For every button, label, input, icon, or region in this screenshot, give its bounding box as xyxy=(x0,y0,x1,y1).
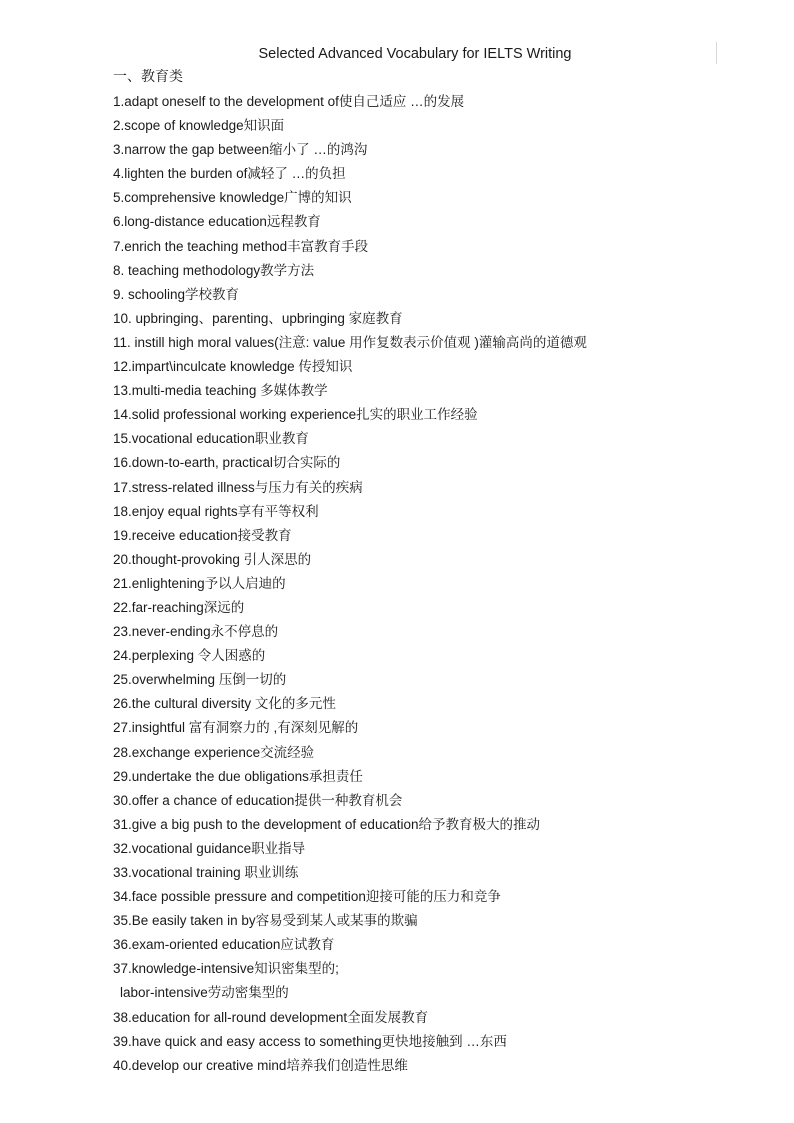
list-item: 39.have quick and easy access to something更快地接触到 …东西 xyxy=(113,1033,507,1049)
list-item: 4.lighten the burden of减轻了 …的负担 xyxy=(113,166,346,182)
list-item: 17.stress-related illness与压力有关的疾病 xyxy=(113,479,363,495)
list-item: 29.undertake the due obligations承担责任 xyxy=(113,768,363,784)
list-item: 28.exchange experience交流经验 xyxy=(113,744,315,760)
document-body xyxy=(113,66,773,1078)
list-item: 14.solid professional working experience扎实的职业工作经验 xyxy=(113,407,478,423)
list-item: 31.give a big push to the development of education给予教育极大的推动 xyxy=(113,816,540,832)
list-item: 37.knowledge-intensive知识密集型的; xyxy=(113,961,339,977)
page-title: Selected Advanced Vocabulary for IELTS Writing xyxy=(258,46,572,62)
list-item: 5.comprehensive knowledge广博的知识 xyxy=(113,190,352,206)
list-item: 22.far-reaching深远的 xyxy=(113,599,245,615)
list-item: 7.enrich the teaching method丰富教育手段 xyxy=(113,238,369,254)
list-item: 1.adapt oneself to the development of使自己适应 …的发展 xyxy=(113,94,465,109)
list-item: 26.the cultural diversity 文化的多元性 xyxy=(113,696,336,712)
list-item: 12.impart\inculcate knowledge 传授知识 xyxy=(113,359,353,375)
list-item: 33.vocational training 职业训练 xyxy=(113,865,299,880)
list-item-continuation: labor-intensive劳动密集型的 xyxy=(120,985,289,1001)
list-item: 9. schooling学校教育 xyxy=(113,286,240,302)
list-item: 38.education for all-round development全面发展教育 xyxy=(113,1009,429,1025)
list-item: 8. teaching methodology教学方法 xyxy=(113,262,315,278)
list-item: 24.perplexing 令人困惑的 xyxy=(113,648,266,664)
list-item: 6.long-distance education远程教育 xyxy=(113,214,321,230)
section-heading: 一、教育类 xyxy=(113,68,183,84)
list-item: 34.face possible pressure and competition迎接可能的压力和竞争 xyxy=(113,889,501,905)
list-item: 2.scope of knowledge知识面 xyxy=(113,118,285,134)
list-item: 35.Be easily taken in by容易受到某人或某事的欺骗 xyxy=(113,913,418,929)
margin-rule xyxy=(716,42,717,64)
list-item: 36.exam-oriented education应试教育 xyxy=(113,937,335,953)
list-item: 11. instill high moral values(注意: value 用作复数表示价值观 )灌输高尚的道德观 xyxy=(113,334,587,350)
list-item: 21.enlightening予以人启迪的 xyxy=(113,575,286,591)
list-item: 13.multi-media teaching 多媒体教学 xyxy=(113,383,328,399)
list-item: 32.vocational guidance职业指导 xyxy=(113,840,306,856)
list-item: 18.enjoy equal rights享有平等权利 xyxy=(113,503,319,519)
list-item: 25.overwhelming 压倒一切的 xyxy=(113,672,287,688)
list-item: 3.narrow the gap between缩小了 …的鸿沟 xyxy=(113,142,368,158)
list-item: 19.receive education接受教育 xyxy=(113,527,292,543)
list-item: 16.down-to-earth, practical切合实际的 xyxy=(113,455,341,471)
list-item: 20.thought-provoking 引人深思的 xyxy=(113,551,312,567)
list-item: 30.offer a chance of education提供一种教育机会 xyxy=(113,792,403,808)
vocabulary-list xyxy=(113,90,773,1078)
list-item: 27.insightful 富有洞察力的 ,有深刻见解的 xyxy=(113,720,359,736)
list-item: 10. upbringing、parenting、upbringing 家庭教育 xyxy=(113,310,403,326)
list-item: 23.never-ending永不停息的 xyxy=(113,624,279,640)
list-item: 15.vocational education职业教育 xyxy=(113,431,309,447)
list-item: 40.develop our creative mind培养我们创造性思维 xyxy=(113,1057,408,1073)
